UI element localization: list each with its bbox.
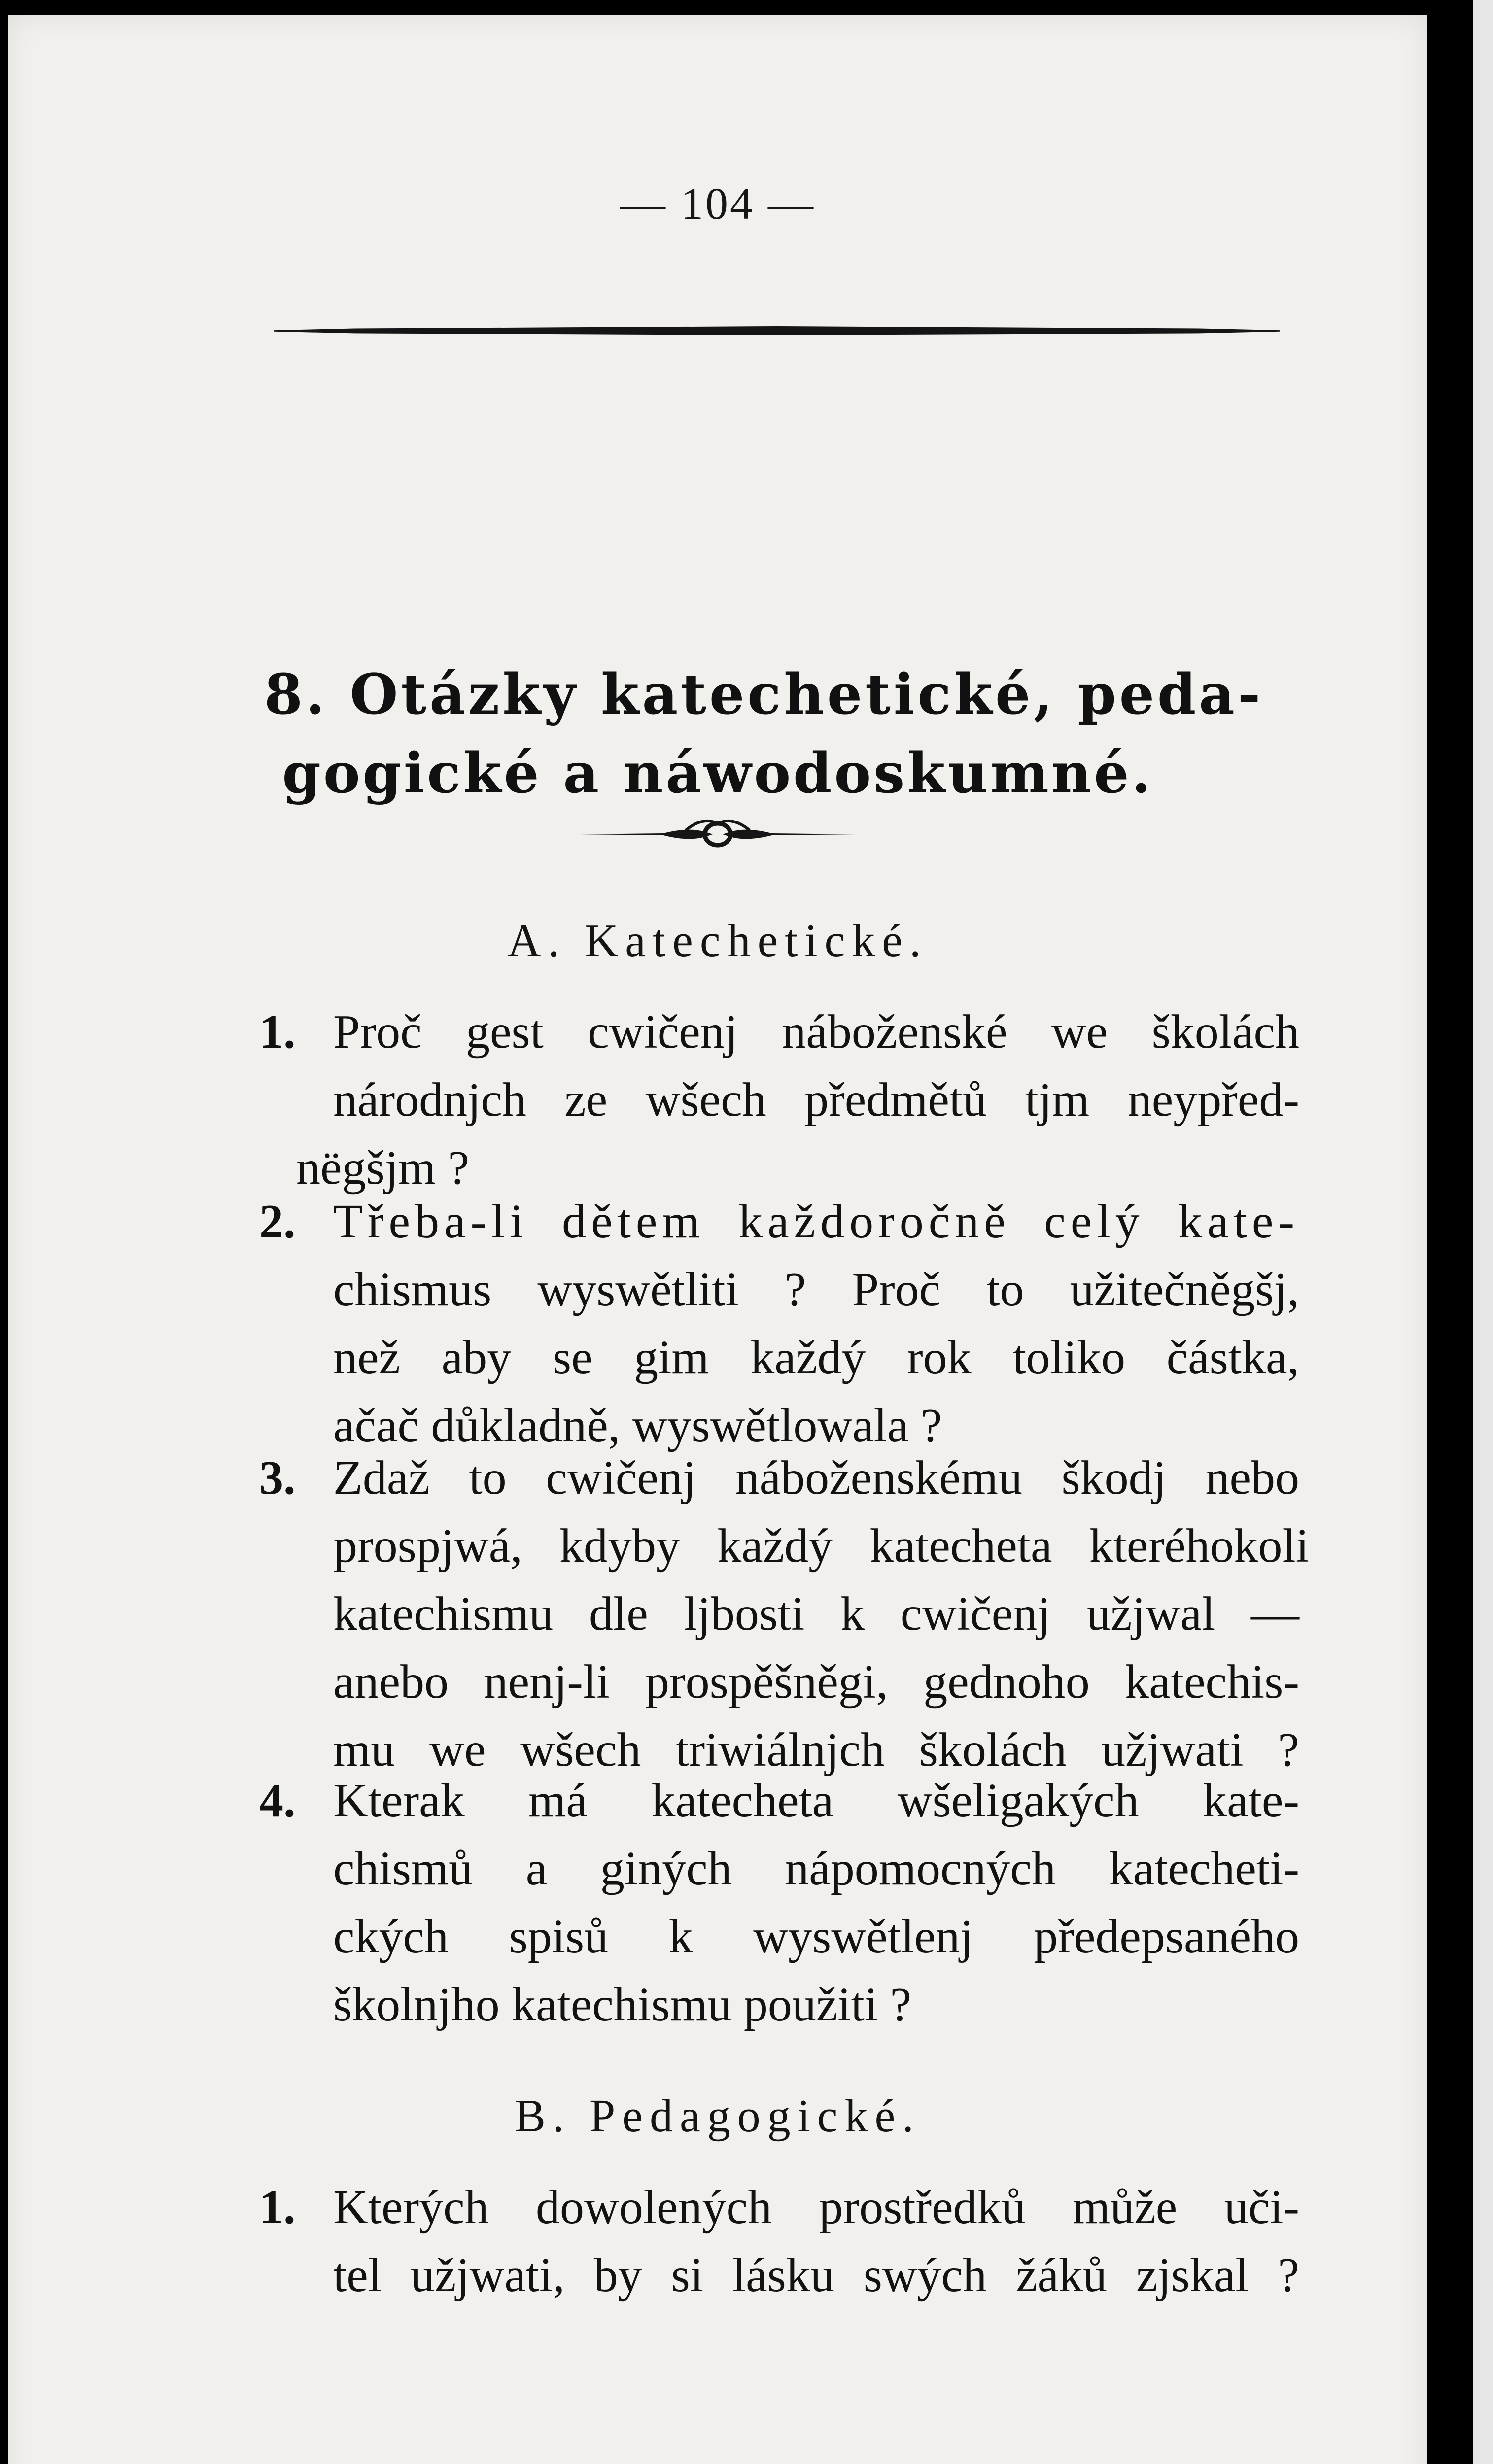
question-number: 2. <box>259 1195 296 1248</box>
question-line: školnjho katechismu použiti ? <box>333 1978 912 2031</box>
question-line: Proč gest cwičenj náboženské we školách <box>333 1005 1299 1059</box>
question-line: ačač důkladně, wyswětlowala ? <box>333 1399 942 1452</box>
scan-edge <box>1473 0 1493 2464</box>
question-line: než aby se gim každý rok toliko částka, <box>333 1331 1299 1384</box>
ornament-divider <box>580 812 856 856</box>
question-number: 1. <box>259 2181 296 2234</box>
question-line: národnjch ze wšech předmětů tjm neypřed- <box>333 1073 1299 1127</box>
question-line: Třeba-li dětem každoročně celý kate- <box>333 1195 1299 1248</box>
question-line: Kterých dowolených prostředků může uči- <box>333 2181 1299 2234</box>
question-number: 1. <box>259 1005 296 1059</box>
section-title-b: B. Pedagogické. <box>515 2090 921 2142</box>
question-line: chismů a giných nápomocných katecheti- <box>333 1842 1299 1895</box>
question-line: anebo nenj-li prospěšněgi, gednoho katechis- <box>333 1655 1299 1709</box>
section-title-a: A. Katechetické. <box>507 915 928 966</box>
chapter-heading-line-1: 8. Otázky katechetické, peda- <box>264 662 1264 727</box>
question-line: nëgšjm ? <box>296 1141 470 1195</box>
chapter-heading-line-2: gogické a náwodoskumné. <box>282 741 1153 806</box>
question-line: Kterak má katecheta wšeligakých kate- <box>333 1774 1299 1827</box>
question-line: ckých spisů k wyswětlenj předepsaného <box>333 1910 1299 1963</box>
question-line: prospjwá, kdyby každý katecheta kteréhokoli <box>333 1519 1309 1573</box>
question-number: 4. <box>259 1774 296 1827</box>
book-page <box>8 15 1427 2464</box>
question-line: mu we wšech triwiálnjch školách užjwati ? <box>333 1723 1299 1777</box>
question-number: 3. <box>259 1451 296 1505</box>
header-rule <box>274 326 1280 335</box>
question-line: chismus wyswětliti ? Proč to užitečněgšj, <box>333 1263 1299 1316</box>
page-number: — 104 — <box>620 178 815 229</box>
question-line: katechismu dle ljbosti k cwičenj užjwal — <box>333 1587 1299 1641</box>
question-line: Zdaž to cwičenj náboženskému škodj nebo <box>333 1451 1299 1505</box>
question-line: tel užjwati, by si lásku swých žáků zjskal ? <box>333 2249 1299 2302</box>
